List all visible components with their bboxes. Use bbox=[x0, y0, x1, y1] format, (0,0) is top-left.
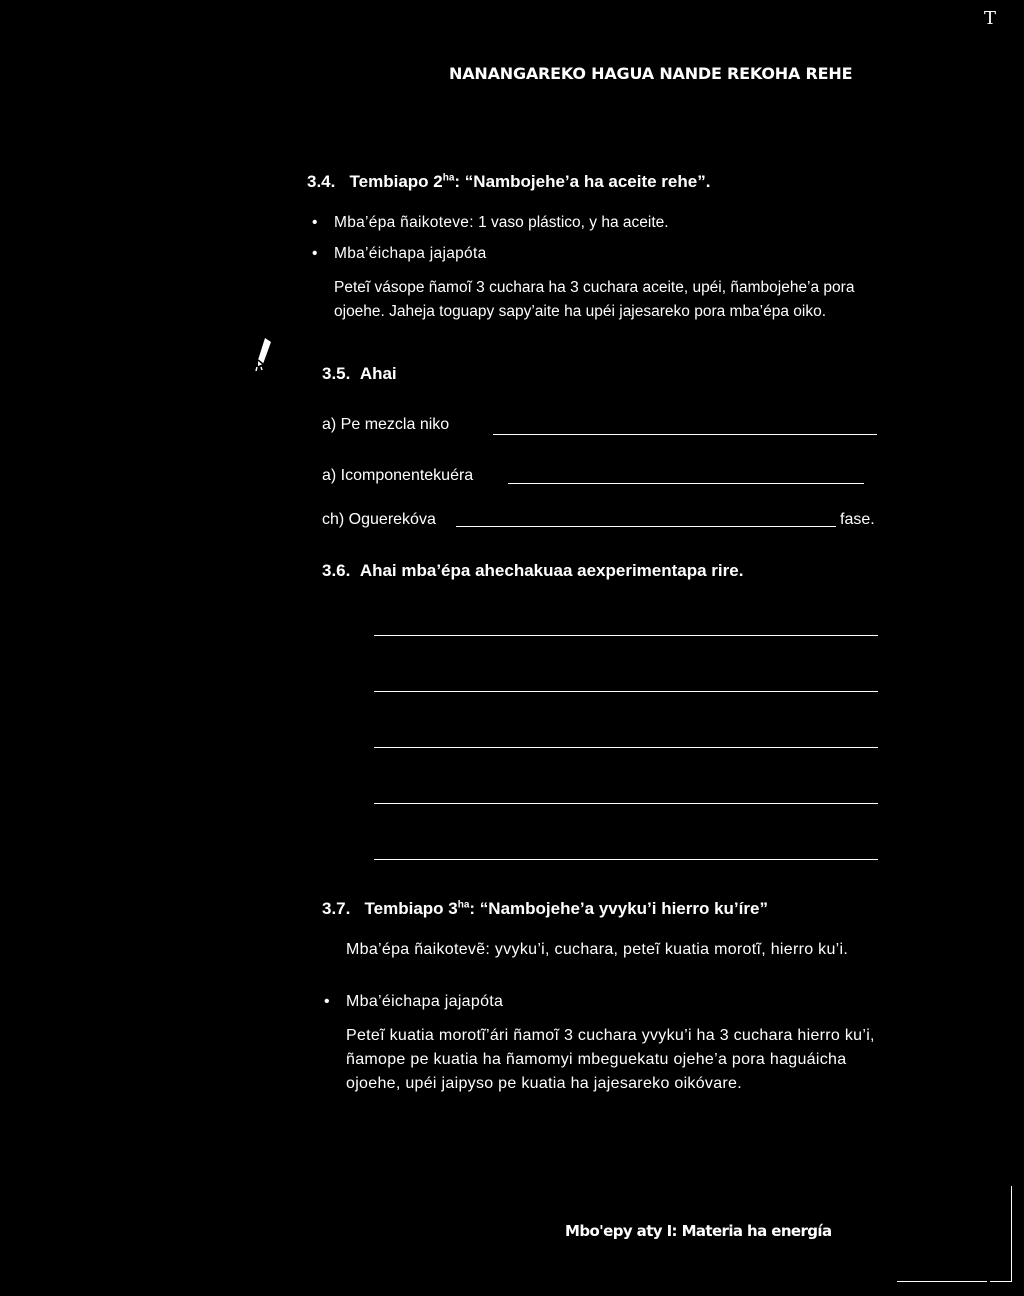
section-3-6-title bbox=[322, 561, 743, 581]
page-header: NANANGAREKO HAGUA NANDE REKOHA REHE bbox=[449, 64, 853, 83]
footer-frame-bottom bbox=[897, 1281, 987, 1282]
question-label: a) Pe mezcla niko bbox=[322, 416, 450, 433]
answer-line-3[interactable] bbox=[374, 747, 878, 748]
section-title-text-2: : “Nambojehe’a yvyku’i hierro ku’íre” bbox=[469, 899, 768, 918]
materials-label: Mba’épa ñaikoteve: bbox=[334, 214, 474, 231]
answer-line-1[interactable] bbox=[374, 635, 878, 636]
procedure-label: Mba’éichapa jajapóta bbox=[334, 245, 487, 262]
section-3-5-title bbox=[322, 364, 397, 384]
materials-bullet bbox=[312, 214, 669, 232]
question-ch-suffix: fase. bbox=[840, 511, 875, 528]
section-number: 3.6. bbox=[322, 561, 351, 580]
question-a1 bbox=[322, 416, 449, 434]
answer-line-a1[interactable] bbox=[493, 417, 877, 435]
section-title-text: Ahai bbox=[359, 364, 397, 383]
section-3-4-title bbox=[307, 172, 710, 192]
bullet-dot: • bbox=[324, 993, 330, 1010]
section-title-sup: ha bbox=[442, 172, 455, 184]
procedure-text-2: Peteĩ kuatia morotĩ’ári ñamoĩ 3 cuchara yvyku’i ha 3 cuchara hierro ku’i, ñamope pe kuatia ha ñamomyi mbeguekatu ojehe’a pora haguáicha ojoehe, upéi jaipyso pe kuatia ha jajesareko oikóvare. bbox=[346, 1027, 875, 1092]
section-3-7-title bbox=[322, 899, 768, 919]
answer-line-5[interactable] bbox=[374, 859, 878, 860]
materials-text: 1 vaso plástico, y ha aceite. bbox=[473, 214, 669, 231]
section-number: 3.5. bbox=[322, 364, 351, 383]
answer-line-2[interactable] bbox=[374, 691, 878, 692]
section-number: 3.7. bbox=[322, 899, 351, 918]
question-ch bbox=[322, 511, 436, 529]
section-title-text: Tembiapo 3 bbox=[364, 899, 458, 918]
question-a2 bbox=[322, 467, 473, 485]
procedure-text: Peteĩ vásope ñamoĩ 3 cuchara ha 3 cuchara aceite, upéi, ñambojehe’a pora ojoehe. Jaheja toguapy sapy’aite ha upéi jajesareko pora mba’épa oiko. bbox=[334, 279, 855, 320]
corner-mark: T bbox=[984, 8, 997, 29]
section-number: 3.4. bbox=[307, 172, 336, 191]
bullet-dot: • bbox=[312, 214, 318, 231]
question-label: ch) Oguerekóva bbox=[322, 511, 436, 528]
procedure-bullet bbox=[312, 245, 487, 263]
question-label: a) Icomponentekuéra bbox=[322, 467, 474, 484]
answer-line-4[interactable] bbox=[374, 803, 878, 804]
procedure-label: Mba’éichapa jajapóta bbox=[346, 993, 504, 1010]
answer-line-ch[interactable] bbox=[456, 509, 836, 527]
footer-frame-line bbox=[1011, 1186, 1012, 1282]
section-title-text-2: : “Nambojehe’a ha aceite rehe”. bbox=[454, 172, 711, 191]
pencil-icon bbox=[253, 336, 275, 374]
materials-paragraph bbox=[346, 938, 898, 962]
section-title-text: Tembiapo 2 bbox=[349, 172, 443, 191]
materials-text: yvyku’i, cuchara, peteĩ kuatia morotĩ, hierro ku’i. bbox=[490, 941, 849, 958]
section-title-text: Ahai mba’épa ahechakuaa aexperimentapa rire. bbox=[359, 561, 744, 580]
page-footer: Mbo'epy aty I: Materia ha energía bbox=[565, 1222, 832, 1240]
footer-frame-bottom-2 bbox=[990, 1281, 1012, 1282]
section-title-sup: ha bbox=[457, 899, 470, 911]
materials-label: Mba’épa ñaikotevẽ: bbox=[346, 941, 491, 958]
answer-line-a2[interactable] bbox=[508, 466, 864, 484]
procedure-bullet-2 bbox=[324, 993, 503, 1011]
bullet-dot: • bbox=[312, 245, 318, 262]
